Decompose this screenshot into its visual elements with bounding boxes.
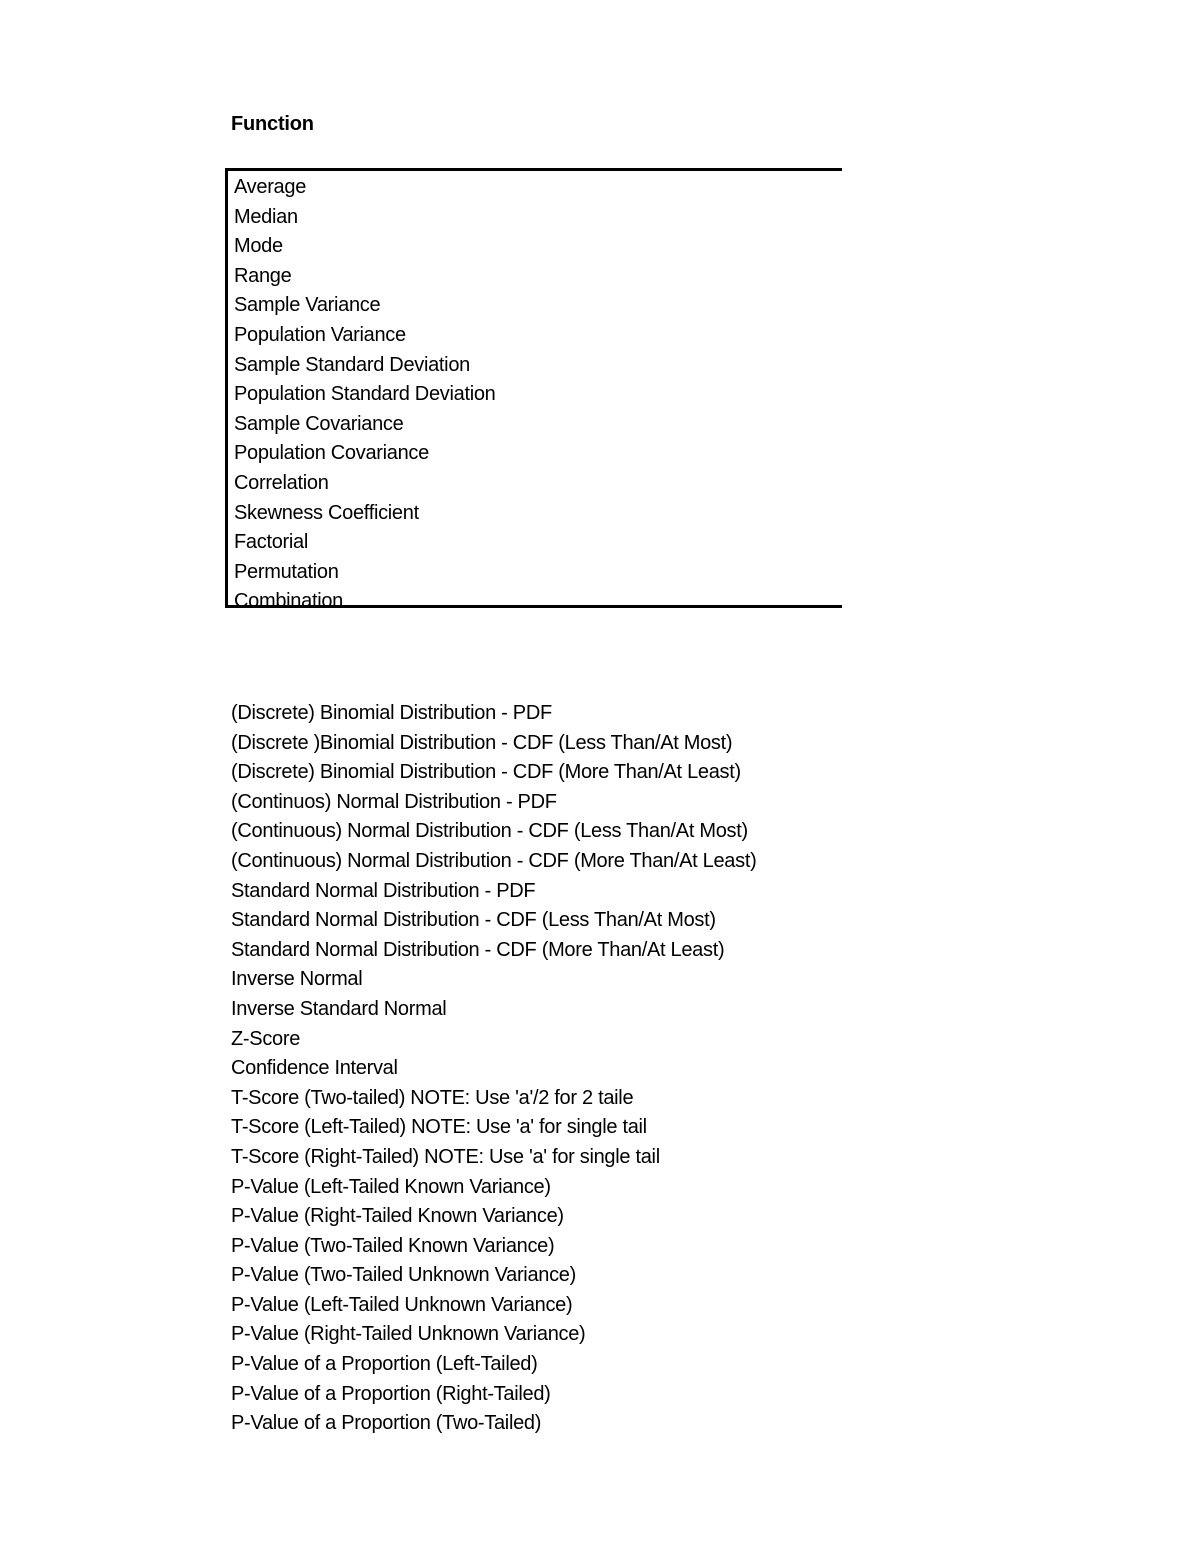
list-item: (Discrete) Binomial Distribution - CDF (More Than/At Least) bbox=[231, 761, 741, 784]
function-list bbox=[234, 173, 496, 617]
page-title: Function bbox=[231, 113, 314, 135]
list-item: Standard Normal Distribution - CDF (Less Than/At Most) bbox=[231, 909, 716, 932]
list-item: Mode bbox=[234, 235, 283, 258]
list-item: P-Value (Right-Tailed Known Variance) bbox=[231, 1205, 564, 1228]
list-item: T-Score (Right-Tailed) NOTE: Use 'a' for single tail bbox=[231, 1145, 660, 1168]
list-item: Sample Variance bbox=[234, 294, 381, 317]
list-item: (Continuous) Normal Distribution - CDF (Less Than/At Most) bbox=[231, 820, 748, 843]
list-item: Factorial bbox=[234, 531, 308, 554]
list-item: P-Value (Two-Tailed Unknown Variance) bbox=[231, 1264, 576, 1287]
list-item: Range bbox=[234, 264, 292, 287]
list-item: Standard Normal Distribution - PDF bbox=[231, 879, 536, 902]
list-item: (Continuos) Normal Distribution - PDF bbox=[231, 790, 557, 813]
list-item: T-Score (Left-Tailed) NOTE: Use 'a' for single tail bbox=[231, 1116, 647, 1139]
list-item: P-Value of a Proportion (Right-Tailed) bbox=[231, 1382, 551, 1405]
list-item: P-Value of a Proportion (Left-Tailed) bbox=[231, 1353, 538, 1376]
list-item: Population Covariance bbox=[234, 442, 429, 465]
function-table bbox=[225, 168, 842, 613]
list-item: Inverse Standard Normal bbox=[231, 997, 447, 1020]
list-item: Inverse Normal bbox=[231, 968, 363, 991]
list-item: Standard Normal Distribution - CDF (More Than/At Least) bbox=[231, 938, 725, 961]
list-item: T-Score (Two-tailed) NOTE: Use 'a'/2 for 2 taile bbox=[231, 1086, 634, 1109]
list-item: Sample Covariance bbox=[234, 412, 404, 435]
list-item: P-Value of a Proportion (Two-Tailed) bbox=[231, 1412, 542, 1435]
list-item: (Continuous) Normal Distribution - CDF (More Than/At Least) bbox=[231, 849, 757, 872]
list-item: Sample Standard Deviation bbox=[234, 353, 470, 376]
list-item: Permutation bbox=[234, 560, 339, 583]
list-item: Population Variance bbox=[234, 323, 406, 346]
list-item: Z-Score bbox=[231, 1027, 301, 1050]
list-item: Combination bbox=[234, 590, 343, 613]
list-item: Skewness Coefficient bbox=[234, 501, 419, 524]
list-item: Median bbox=[234, 205, 298, 228]
list-item: Correlation bbox=[234, 471, 329, 494]
list-item: Population Standard Deviation bbox=[234, 383, 496, 406]
distribution-list bbox=[231, 699, 756, 1439]
list-item: Confidence Interval bbox=[231, 1057, 398, 1080]
list-item: P-Value (Right-Tailed Unknown Variance) bbox=[231, 1323, 586, 1346]
list-item: (Discrete )Binomial Distribution - CDF (Less Than/At Most) bbox=[231, 731, 733, 754]
list-item: P-Value (Left-Tailed Unknown Variance) bbox=[231, 1293, 573, 1316]
list-item: P-Value (Two-Tailed Known Variance) bbox=[231, 1234, 555, 1257]
list-item: Average bbox=[234, 176, 307, 198]
list-item: P-Value (Left-Tailed Known Variance) bbox=[231, 1175, 551, 1198]
list-item: (Discrete) Binomial Distribution - PDF bbox=[231, 702, 552, 724]
